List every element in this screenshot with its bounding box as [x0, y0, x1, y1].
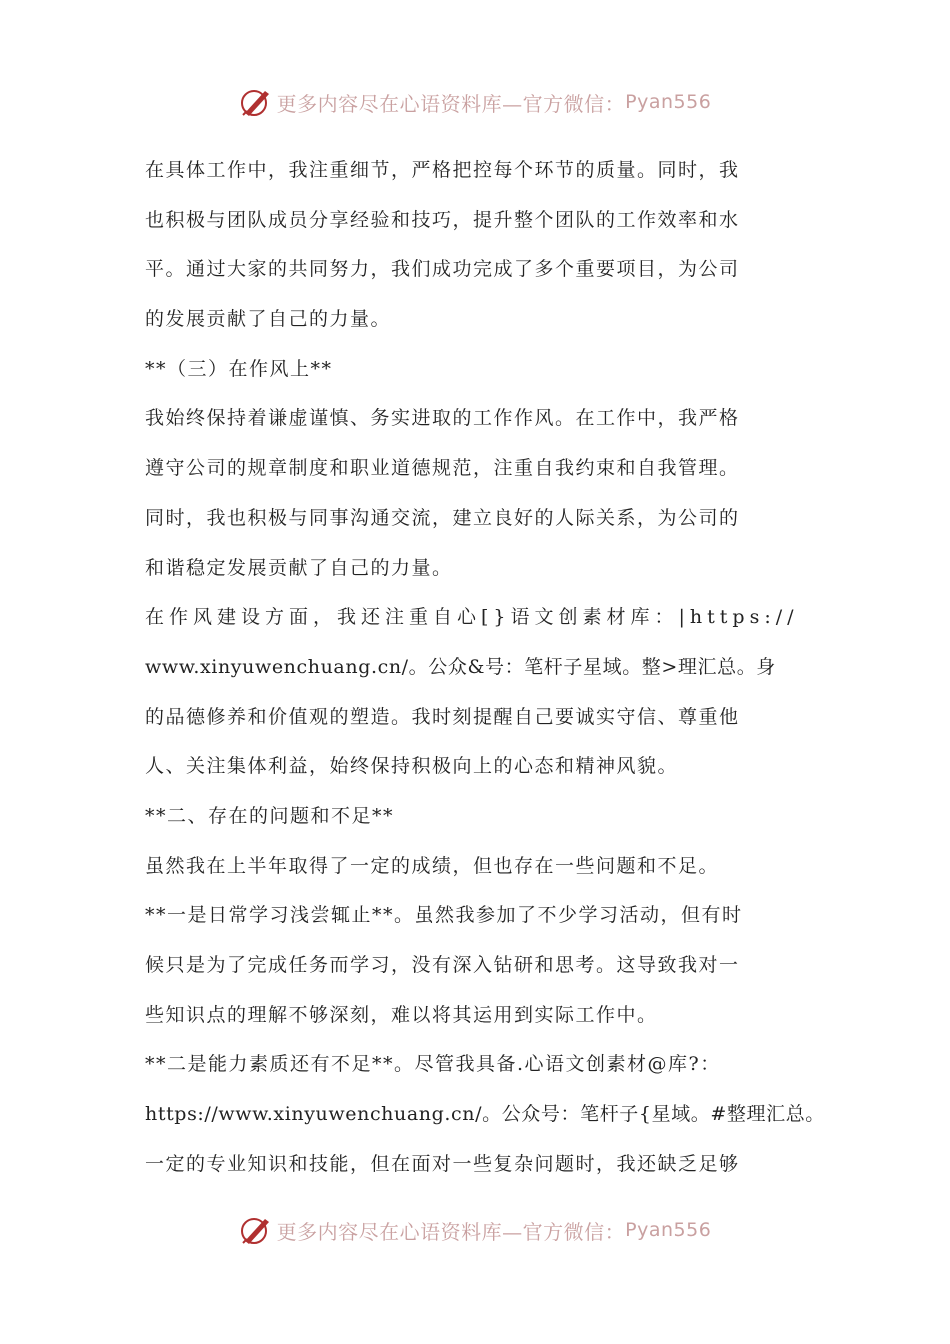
section-heading: **二、存在的问题和不足**	[145, 804, 395, 827]
banner-text: 更多内容尽在心语资料库—官方微信：	[276, 91, 626, 116]
section-heading: **（三）在作风上**	[145, 357, 333, 380]
header-banner	[0, 82, 950, 122]
text-line: 平。通过大家的共同努力，我们成功完成了多个重要项目，为公司	[145, 258, 740, 281]
text-line: 的发展贡献了自己的力量。	[145, 308, 392, 331]
text-line: 一定的专业知识和技能，但在面对一些复杂问题时，我还缺乏足够	[145, 1152, 740, 1175]
text-line: 遵守公司的规章制度和职业道德规范，注重自我约束和自我管理。	[145, 457, 740, 480]
text-line: www.xinyuwenchuang.cn/。公众&号：笔杆子星域。整>理汇总。身	[145, 655, 776, 678]
text-line: 和谐稳定发展贡献了自己的力量。	[145, 556, 453, 579]
text-line: 也积极与团队成员分享经验和技巧，提升整个团队的工作效率和水	[145, 208, 740, 231]
text-line: 在具体工作中，我注重细节，严格把控每个环节的质量。同时，我	[145, 159, 740, 181]
text-line: 候只是为了完成任务而学习，没有深入钻研和思考。这导致我对一	[145, 954, 740, 976]
banner-wechat-id: Pyan556	[625, 1219, 712, 1241]
text-line: 人、关注集体利益，始终保持积极向上的心态和精神风貌。	[145, 755, 679, 778]
text-line: **一是日常学习浅尝辄止**。虽然我参加了不少学习活动，但有时	[145, 904, 743, 927]
text-line: 在作风建设方面，我还注重自心[}语文创素材库：|https://	[145, 606, 799, 629]
text-line: 我始终保持着谦虚谨慎、务实进取的工作作风。在工作中，我严格	[145, 407, 740, 430]
text-line: 的品德修养和价值观的塑造。我时刻提醒自己要诚实守信、尊重他	[145, 705, 740, 728]
pen-logo-icon	[239, 1213, 273, 1247]
text-line: **二是能力素质还有不足**。尽管我具备.心语文创素材@库?：	[145, 1053, 721, 1076]
document-body	[145, 146, 835, 1189]
text-line: 同时，我也积极与同事沟通交流，建立良好的人际关系，为公司的	[145, 506, 740, 529]
text-line: 虽然我在上半年取得了一定的成绩，但也存在一些问题和不足。	[145, 854, 720, 877]
footer-banner	[0, 1210, 950, 1250]
pen-logo-icon	[239, 85, 273, 119]
banner-wechat-id: Pyan556	[625, 91, 712, 113]
text-line: https://www.xinyuwenchuang.cn/。公众号：笔杆子{星域。#整理汇总。	[145, 1103, 825, 1126]
text-line: 些知识点的理解不够深刻，难以将其运用到实际工作中。	[145, 1003, 658, 1026]
banner-text: 更多内容尽在心语资料库—官方微信：	[276, 1219, 626, 1244]
